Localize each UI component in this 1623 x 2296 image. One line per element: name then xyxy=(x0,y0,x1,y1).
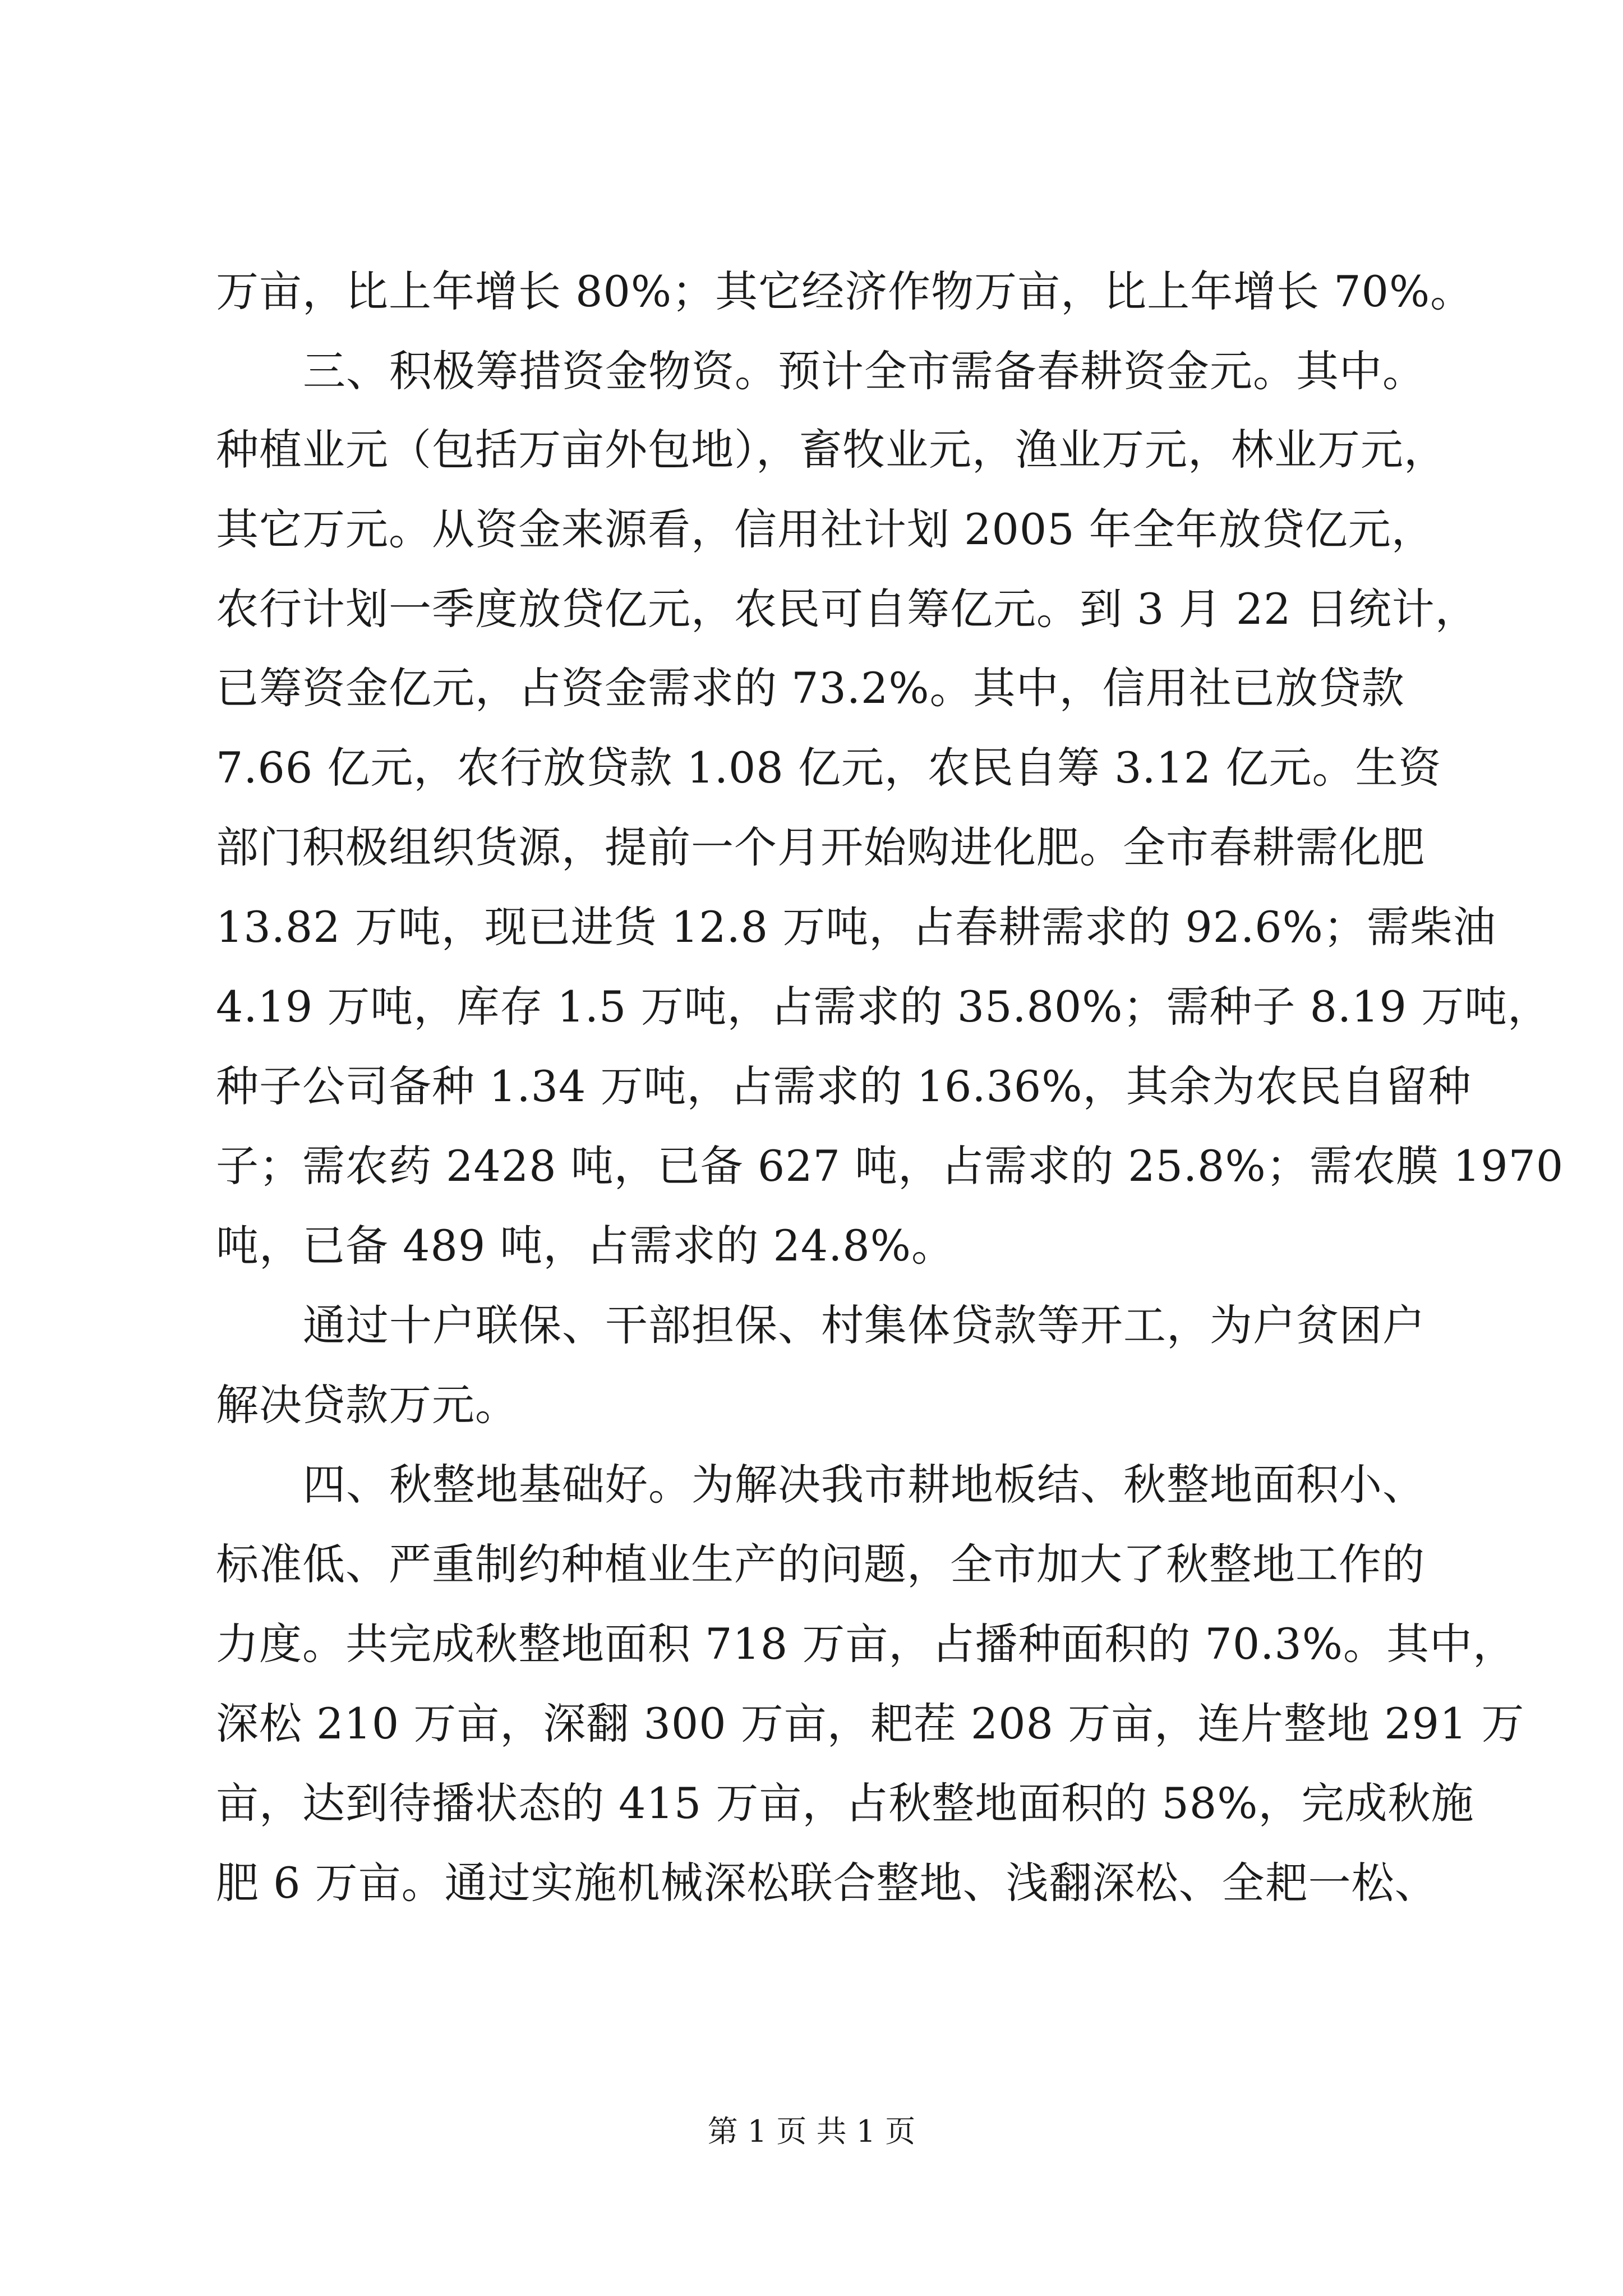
text-line: 种子公司备种 1.34 万吨，占需求的 16.36%，其余为农民自留种 xyxy=(216,1061,1472,1111)
text-line: 亩，达到待播状态的 415 万亩，占秋整地面积的 58%，完成秋施 xyxy=(216,1778,1474,1828)
text-line: 解决贷款万元。 xyxy=(216,1380,518,1430)
text-line: 4.19 万吨，库存 1.5 万吨，占需求的 35.80%；需种子 8.19 万吨， xyxy=(216,982,1551,1032)
text-line: 7.66 亿元，农行放贷款 1.08 亿元，农民自筹 3.12 亿元。生资 xyxy=(216,743,1442,793)
text-line: 四、秋整地基础好。为解决我市耕地板结、秋整地面积小、 xyxy=(303,1460,1426,1510)
text-line: 子；需农药 2428 吨，已备 627 吨，占需求的 25.8%；需农膜 1970 xyxy=(216,1141,1564,1191)
text-line: 其它万元。从资金来源看，信用社计划 2005 年全年放贷亿元， xyxy=(216,504,1435,554)
text-line: 深松 210 万亩，深翻 300 万亩，耙茬 208 万亩，连片整地 291 万 xyxy=(216,1699,1525,1749)
text-line: 三、积极筹措资金物资。预计全市需备春耕资金元。其中。 xyxy=(303,346,1426,396)
text-line: 通过十户联保、干部担保、村集体贷款等开工，为户贫困户 xyxy=(303,1300,1426,1350)
text-line: 已筹资金亿元，占资金需求的 73.2%。其中，信用社已放贷款 xyxy=(216,663,1405,713)
text-line: 力度。共完成秋整地面积 718 万亩，占播种面积的 70.3%。其中， xyxy=(216,1619,1516,1669)
text-line: 农行计划一季度放贷亿元，农民可自筹亿元。到 3 月 22 日统计， xyxy=(216,584,1478,634)
text-line: 13.82 万吨，现已进货 12.8 万吨，占春耕需求的 92.6%；需柴油 xyxy=(216,902,1496,952)
text-line: 种植业元（包括万亩外包地），畜牧业元，渔业万元，林业万元， xyxy=(216,425,1447,475)
page-footer: 第 1 页 共 1 页 xyxy=(707,2114,916,2149)
text-line: 标准低、严重制约种植业生产的问题，全市加大了秋整地工作的 xyxy=(216,1539,1425,1589)
text-line: 肥 6 万亩。通过实施机械深松联合整地、浅翻深松、全耙一松、 xyxy=(216,1858,1438,1908)
text-line: 部门积极组织货源，提前一个月开始购进化肥。全市春耕需化肥 xyxy=(216,822,1425,872)
text-line: 万亩，比上年增长 80%；其它经济作物万亩，比上年增长 70%。 xyxy=(216,266,1474,316)
text-line: 吨，已备 489 吨，占需求的 24.8%。 xyxy=(216,1221,955,1271)
